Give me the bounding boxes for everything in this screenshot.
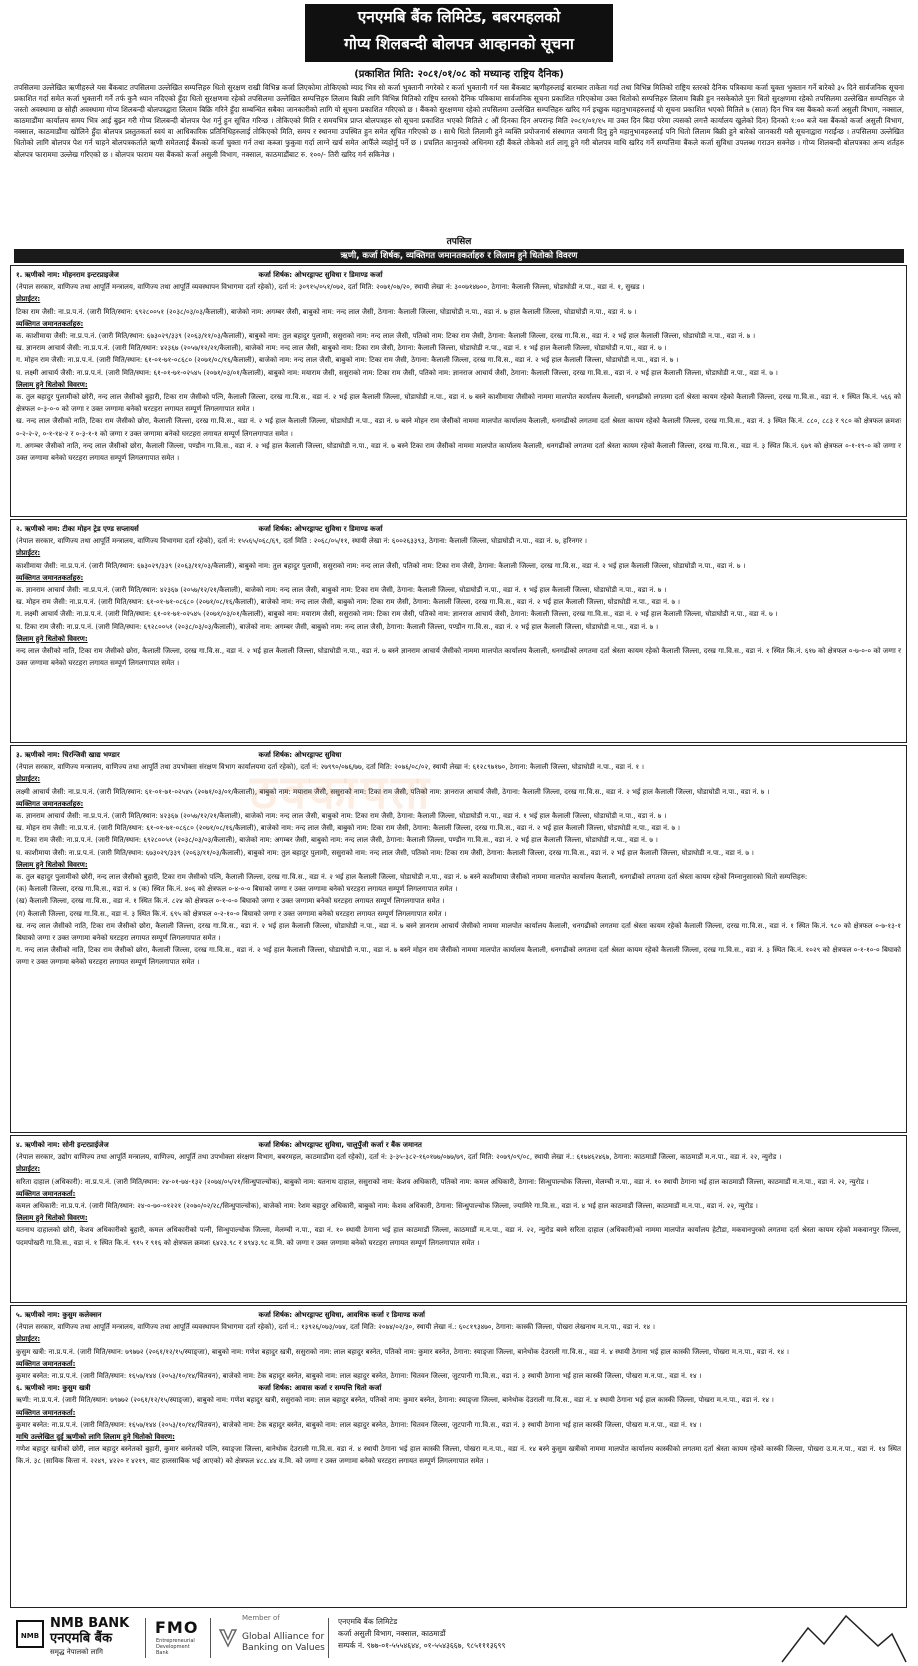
collateral-item: (ग) कैलाली जिल्ला, दरख गा.वि.स., वडा नं. ३ स्थित कि.नं. ६९५ को क्षेत्रफल ०-२-१०-० बिघाको जग्गा र उक्त जग्गामा बनेको घरटहरा लगायत सम्पूर्ण लिगलगापात समेत ।: [16, 909, 447, 918]
guarantor-item: ख. मोहन राम जैसी: ना.प्र.प.नं. (जारी मिति/स्थान: ६१-०१-७१-०८६८० (२०७१/०८/१६/कैलाली), बाजेको नाम: नन्द लाल जैसी, बाबुको नाम: टिका राम जैसी, ठेगाना: कैलाली जिल्ला, दरख गा.वि.स., वडा नं. २ भई हाल कैलाली जिल्ला, घोडाघोडी न.पा., वडा नं. ७ ।: [16, 824, 681, 833]
borrower-header: [16, 749, 901, 761]
collateral-item: यतनाथ दाहालको छोरी, केशव अधिकारीको बुहारी, कमल अधिकारीको पत्नी, सिन्धुपाल्चोक जिल्ला, मेलम्ची न.पा., वडा नं. १० स्थायी ठेगाना भई हाल काठमाडौं जिल्ला, काठमाडौं म.न.पा., वडा नं. २२, न्युरोड बस्ने सरिता दाहाल (अधिकारी)को नाममा मालपोत कार्यालय हेटौडा, मकवानपुरको लगतमा दर्ता श्रेस्ता कायम रहेको मकवानपुर जिल्ला, पदमपोखरी गा.वि.स., वडा नं. १ स्थित कि.नं. ९१५ र ९१६ को क्षेत्रफल क्रमशः ६४२३.९८ र ४९४३.९८ व.मि. को जग्गा र उक्त जग्गामा बनेको घरटहरा लगायत सम्पूर्ण लिगलगापात समेत ।: [16, 1226, 901, 1247]
registration: (नेपाल सरकार, वाणिज्य तथा आपूर्ति मन्त्रालय, वाणिज्य विभागमा दर्ता रहेको), दर्ता नं: १५५६५/०६८/६९, दर्ता मिति : २०६८/०५/११, स्थायी लेखा नं: ६००२६३३९३, ठेगाना: कैलाली जिल्ला, घोडाघोडी न.पा., वडा नं. ७, हरिनगर ।: [16, 537, 588, 546]
footer: [10, 1610, 907, 1664]
registration: (नेपाल सरकार, वाणिज्य मन्त्रालय, वाणिज्य तथा आपूर्ति तथा उपभोक्ता संरक्षण विभाग कार्यालयमा दर्ता रहेको), दर्ता नं: २७९९०/०७६/७७, दर्ता मिति: २०७६/०८/०२, स्थायी लेखा नं: ६१२८९७१७०, ठेगाना: कैलाली जिल्ला, घोडाघोडी न.पा., वडा नं. १ ।: [16, 763, 645, 772]
guarantor-item: क. ज्ञानराम आचार्य जैसी: ना.प्र.प.नं. (जारी मिति/स्थान: ४२३६७ (२०५७/१२/२१/कैलाली), बाजेको नाम: नन्द लाल जैसी, बाबुको नाम: टिका राम जैसी, ठेगाना: कैलाली जिल्ला, घोडाघोडी न.पा., वडा नं. १ भई हाल कैलाली जिल्ला, घोडाघोडी न.पा., वडा नं. ७ ।: [16, 812, 667, 821]
proprietor-label: प्रोप्राईटर:: [16, 549, 41, 558]
fmo-logo: FMO: [155, 1618, 199, 1637]
guarantor-label: व्यक्तिगत जमानतकर्ता:: [16, 1189, 76, 1198]
contact-info: [338, 1616, 505, 1652]
details-heading: तपसिल: [446, 237, 472, 247]
nmb-name-en: NMB BANK: [50, 1616, 130, 1631]
member-of-label: Member of: [242, 1614, 280, 1622]
intro-paragraph: तपसिलमा उल्लेखित ऋणीहरुले यस बैंकबाट तपसिलमा उल्लेखित सम्पत्तिहरु धितो सुरक्षण राखी विभिन्न कर्जा लिएकोमा तोकिएको म्याद भित्र सो कर्जा भुक्तानी नगरेको र कर्जा भुक्तानी गर्न यस बैंकबाट ऋणीहरुलाई बारम्बार ताकेता गर्दा तथा विभिन्न मितिको राष्ट्रिय स्तरको दैनिक पत्रिकामा कर्जा चुक्ता भुक्तान गर्ने बारेको ३५ दिने सार्वजनिक सूचना प्रकाशित गर्दा समेत कर्जा भुक्तानी गर्ने तर्फ कुनै ध्यान नदिएको हुँदा धितो सुरक्षणमा रहेको तपसिलमा उल्लेखित सम्पत्तिहरु लिलाम बिक्री लागि विभिन्न मितिको राष्ट्रिय स्तरको दैनिक पत्रिकामा सार्वजनिक सूचना प्रकाशित गरिएकोमा उक्त धितोको सम्पत्तिहरु लिलाम बिक्री हुन नसकेकोले पुनः धितो सुरक्षणमा रहेको तपसिलमा उल्लेखित सम्पत्तिहरु जे जस्तो अवस्थामा छ सोही अवस्थामा गोप्य शिलबन्दी बोलपत्रद्वारा लिलाम बिक्रि गरिने हुँदा सम्बन्धित सबैका जानकारीको लागि यो सूचना प्रकाशित गरिएको छ । बैंकको सुरक्षणमा रहेको तपसिलमा उल्लेखित सम्पत्तिहरु खरिद गर्न इच्छुक महानुभावहरुलाई यो सूचना प्रकाशित भएको मितिले ७ (सात) दिन भित्र यस बैंकको कर्जा असुली विभाग, नक्साल, काठमाडौंमा कार्यालय समय भित्र आई बुझ्न गरी गोप्य शिलबन्दी बोलपत्र पेश गर्नु हुन सूचित गरिन्छ । तोकिएको मिति र समयभित्र प्राप्त बोलपत्रहरु सो सूचना प्रकाशित भएको मितिले ८ औं दिनका दिन अपरान्ह मिति २०८१/०१/१५ मा उक्त दिन बिदा परेमा त्यसको लगत्तै कार्यालय खुलेको दिन) दिनको १:०० बजे यस बैंकको कर्जा असुली विभाग, नक्साल, काठमाडौंमा खोलिने हुँदा बोलपत्र प्रस्तुतकर्ता स्वयं वा आधिकारिक प्रतिनिधिहरुलाई तोकिएको मिति, समय र स्थानमा उपस्थित हुन समेत सूचित गरिएको छ । साथै धितो लिलामी हुने व्यक्ति प्रयोजनार्थ संस्थागत जमानी दिनु हुने महानुभावहरुलाई पनि धितो लिलाम बिक्री हुने बारेको जानकारी यसै सूचनाद्वारा गराईन्छ । तपसिलमा उल्लेखित धितोको लागि बोलपत्र पेश गर्न चाहने बोलपत्रकर्ताले ऋणी समेतलाई बैंकको कर्जा चुक्ता गर्न तथा कब्जा फुकुवा गर्दा लाग्ने खर्च समेत आफैँले व्यहोर्नु पर्ने छ । प्रचलित कानुनको अधिनमा रही बैंकले तोकेको शर्त लागू हुने गरी बोलपत्र माथि खरिद गर्ने सम्पत्तिमा बैंकले कर्जा सुविधा उपलब्ध गराउन सक्नेछ । गोप्य शिलबन्दी बोलपत्रका अन्य शर्तहरु बोलपत्र फाराममा उल्लेख गरिएको छ । बोलपत्र फाराम यस बैंकको कर्जा असुली विभाग, नक्साल, काठमाडौंबाट रु. १००/- तिरी खरिद गर्न सकिनेछ ।: [14, 83, 904, 159]
proprietor: टिका राम जैसी: ना.प्र.प.नं. (जारी मिति/स्थान: ६९२८००५१ (२०३८/०३/०३/कैलाली), बाजेको नाम: अगम्बर जैसी, बाबुको नाम: नन्द लाल जैसी, ठेगाना: कैलाली जिल्ला, घोडाघोडी न.पा., वडा नं. ७ हाल कैलाली जिल्ला, घोडाघोडी न.पा., वडा नं. ७ ।: [16, 307, 637, 316]
guarantor-item: घ. टिका राम जैसी: ना.प्र.प.नं. (जारी मिति/स्थान: ६९२८००५१ (२०३८/०३/०३/कैलाली), बाजेको नाम: अगम्बर जैसी, बाबुको नाम: नन्द लाल जैसी, ठेगाना: कैलाली जिल्ला, पण्डौन गा.वि.स., वडा नं. २ भई हाल कैलाली जिल्ला, घोडाघोडी न.पा., वडा नं. ७ ।: [16, 622, 659, 631]
loan-title: कर्जा शिर्षक: ओभरड्राफ्ट सुविधा, आवधिक कर्जा र डिमाण्ड कर्जा: [258, 1311, 425, 1319]
borrower-name: १. ऋणीको नाम: मोहनराम इन्टरप्राइजेज: [16, 271, 119, 279]
loan-title: कर्जा शिर्षक: ओभरड्राफ्ट सुविधा र डिमाण्ड कर्जा: [258, 271, 383, 279]
borrower-name: ५. ऋणीको नाम: कुसुम कलेक्सन: [16, 1311, 102, 1319]
proprietor: लक्ष्मी आचार्य जैसी: ना.प्र.प.नं. (जारी मिति/स्थान: ६१-०१-७१-०२५४५ (२०७१/०३/०१/कैलाली), बाबुको नाम: मयाराम जैसी, ससुराको नाम: टिका राम जैसी, पतिको नाम: ज्ञानराज आचार्य जैसी, ठेगाना: कैलाली जिल्ला, दरख गा.वि.स., वडा नं. २ भई हाल कैलाली जिल्ला, घोडाघोडी न.पा., वडा नं. ७ ।: [16, 787, 770, 796]
title-banner: [305, 4, 613, 62]
registration: (नेपाल सरकार, वाणिज्य तथा आपूर्ति मन्त्रालय, वाणिज्य तथा आपूर्ति व्यवस्थापन विभागमा दर्ता रहेको), दर्ता नं: ३०९१५/०५१/०७२, दर्ता मिति: २०७१/०७/२०, स्थायी लेखा नं: ३००७१४७००, ठेगाना: कैलाली जिल्ला, घोडाघोडी न.पा., वडा नं. १, सुखड ।: [16, 283, 645, 292]
guarantor-label: व्यक्तिगत जमानतकर्ताहरु:: [16, 319, 84, 328]
nmb-logo-icon: NMB: [16, 1620, 44, 1648]
guarantor-item: ग. टिका राम जैसी: ना.प्र.प.नं. (जारी मिति/स्थान: ६९२८००५१ (२०३८/०३/०३/कैलाली), बाजेको नाम: अगम्बर जैसी, बाबुको नाम: नन्द लाल जैसी, ठेगाना: कैलाली जिल्ला, पण्डौन गा.वि.स., वडा नं. २ भई हाल कैलाली जिल्ला, घोडाघोडी न.पा., वडा नं. ७ ।: [16, 836, 658, 845]
borrower-block: [10, 265, 907, 517]
title-line-1: एनएमबि बैंक लिमिटेड, बबरमहलको: [357, 8, 561, 26]
collateral-item: गणेश बहादुर खत्रीको छोरी, लाल बहादुर बस्नेतको बुहारी, कुमार बस्नेतको पत्नि, स्याङ्जा जिल्ला, बानेथोक देउराली गा.वि.स. वडा नं. ४ स्थायी ठेगाना भई हाल कास्की जिल्ला, पोखरा म.न.पा., वडा नं. १४ बस्ने कुसुम खत्रीको नाममा मालपोत कार्यालय कास्कीको लगतमा दर्ता श्रेस्ता कायम रहेको कास्की जिल्ला, पोखरा उ.म.न.पा., वडा नं. १४ स्थित कि.नं. ३८ (साविक कित्ता नं. २२४९, ४२२० र ४२१९, वाट हालसाबिक भई आएको) को क्षेत्रफल ४८८.४४ व.मि. को जग्गा र उक्त जग्गामा बनेको घरटहरा लगायत सम्पूर्ण लिगलगापात समेत ।: [16, 1445, 901, 1466]
proprietor: काशीमाया जैसी: ना.प्र.प.नं. (जारी मिति/स्थान: ६७३०२९/३३९ (२०६३/११/०३/कैलाली), बाबुको नाम: तुल बहादुर पुलामी, ससुराको नाम: नन्द लाल जैसी, पतिको नाम: टिका राम जैसी, ठेगाना: कैलाली जिल्ला, दरख गा.वि.स., वडा नं. २ भई हाल कैलाली जिल्ला, घोडाघोडी न.पा., वडा नं. ७ ।: [16, 561, 746, 570]
borrower-name: ४. ऋणीको नाम: सोनी इन्टरप्राईजेज: [16, 1141, 109, 1149]
registration: (नेपाल सरकार, उद्योग वाणिज्य तथा आपूर्ति मन्त्रालय, वाणिज्य, आपूर्ति तथा उपभोक्ता संरक्षण विभाग, बबरमहल, काठमाडौंमा दर्ता रहेको), दर्ता नं: ३-३५-३८२-१६०१७७/०७७/७९, दर्ता मिति: २०७९/०९/०८, स्थायी लेखा नं.: ६१७४६२४६७, ठेगाना: काठमाडौं जिल्ला, काठमाडौं म.न.पा., वडा नं. २२, न्युरोड ।: [16, 1153, 782, 1162]
guarantor-item: कमल अधिकारी: ना.प्र.प.नं. (जारी मिति/स्थान: २४-०-७०-०१२२१ (२०७०/०२/२८/सिन्धुपाल्चोक), बाजेको नाम: रेशम बहादुर अधिकारी, बाबुको नाम: केशव अधिकारी, ठेगाना: सिन्धुपाल्चोक जिल्ला, ज्यामिरे गा.वि.स., वडा नं. ४ भई हाल काठमाडौं जिल्ला, काठमाडौं म.न.पा., वडा नं. २२, न्युरोड ।: [16, 1202, 758, 1211]
borrower-name: ३. ऋणीको नाम: चिरन्जिवी खाद्य भण्डार: [16, 751, 120, 759]
collateral-item: ग. अगम्बर जैसीको नाति, नन्द लाल जैसीको छोरा, कैलाली जिल्ला, पण्डौन गा.वि.स., वडा नं. २ भई हाल कैलाली जिल्ला, घोडाघोडी न.पा., वडा नं. ७ बस्ने टिका राम जैसीको नाममा मालपोत कार्यालय कैलाली, धनगढीको लगतमा दर्ता श्रेस्ता कायम रहेको कैलाली जिल्ला, दरख गा.वि.स., वडा नं. ३ स्थित कि.नं. ६७९ को क्षेत्रफल ०-१-१९-० को जग्गा र उक्त जग्गामा बनेको घरटहरा लगायत सम्पूर्ण लिगलगापात समेत ।: [16, 441, 901, 463]
loan-title: कर्जा शिर्षक: ओभरड्राफ्ट सुविधा र डिमाण्ड कर्जा: [258, 525, 383, 533]
proprietor-label: प्रोप्राईटर:: [16, 295, 41, 304]
collateral-item: ग. नन्द लाल जैसीको नाति, टिका राम जैसीको छोरा, कैलाली जिल्ला, दरख गा.वि.स., वडा नं. २ भई हाल कैलाली जिल्ला, घोडाघोडी न.पा., वडा नं. ७ बस्ने मोहन राम जैसीको नाममा मालपोत कार्यालय कैलाली, धनगढीको लगतमा दर्ता श्रेस्ता कायम रहेको कैलाली जिल्ला, दरख गा.वि.स., वडा नं. ३ स्थित कि.नं. १०२९ को क्षेत्रफल ०-१-१०-० बिघाको जग्गा र उक्त जग्गामा बनेको घरटहरा लगायत सम्पूर्ण लिगलगापात समेत ।: [16, 946, 901, 967]
guarantor-item: घ. लक्ष्मी आचार्य जैसी: ना.प्र.प.नं. (जारी मिति/स्थान: ६१-०१-७१-०२५४५ (२०७१/०३/०१/कैलाली), बाबुको नाम: मयाराम जैसी, ससुराको नाम: टिका राम जैसी, पतिको नाम: ज्ञानराज आचार्य जैसी, ठेगाना: कैलाली जिल्ला, दरख गा.वि.स., वडा नं. २ भई हाल कैलाली जिल्ला, घोडाघोडी न.पा., वडा नं. ७ ।: [16, 368, 778, 377]
collateral-item: ख. नन्द लाल जैसीको नाति, टिका राम जैसीको छोरा, कैलाली जिल्ला, दरख गा.वि.स., वडा नं. २ भई हाल कैलाली जिल्ला, घोडाघोडी न.पा., वडा नं. ७ बस्ने ज्ञानराम आचार्य जैसीको नाममा मालपोत कार्यालय कैलाली, धनगढीको लगतमा दर्ता श्रेस्ता कायम रहेको कैलाली जिल्ला, दरख गा.वि.स., वडा नं. १ स्थित कि.नं. ९८० को क्षेत्रफल ०-७-१३-१ बिघाको जग्गा र उक्त जग्गामा बनेको घरटहरा लगायत सम्पूर्ण लिगलगापात समेत ।: [16, 921, 901, 943]
nmb-slogan: समृद्ध नेपालको लागि: [50, 1648, 103, 1656]
guarantor-item: घ. काशीमाया जैसी: ना.प्र.प.नं. (जारी मिति/स्थान: ६७३०२९/३३९ (२०६३/११/०३/कैलाली), बाबुको नाम: तुल बहादुर पुलामी, ससुराको नाम: नन्द लाल जैसी, पतिको नाम: टिका राम जैसी, ठेगाना: कैलाली जिल्ला, दरख गा.वि.स., वडा नं. २ भई हाल कैलाली जिल्ला, घोडाघोडी न.पा., वडा नं. ७ ।: [16, 848, 754, 857]
collateral-item: नन्द लाल जैसीको नाति, टिका राम जैसीको छोरा, कैलाली जिल्ला, दरख गा.वि.स., वडा नं. २ भई हाल कैलाली जिल्ला, घोडाघोडी न.पा., वडा नं. ७ बस्ने ज्ञानराम आचार्य जैसीको नाममा मालपोत कार्यालय कैलाली, धनगढीको लगतमा दर्ता श्रेस्ता कायम रहेको कैलाली जिल्ला, दरख गा.वि.स., वडा नं. १ स्थित कि.नं. ६१७ को क्षेत्रफल ०-७-०-० को जग्गा र उक्त जग्गामा बनेको घरटहरा लगायत सम्पूर्ण लिगलगापात समेत ।: [16, 647, 901, 668]
borrower-header: [16, 1309, 901, 1321]
loan-title: कर्जा शिर्षक: आवास कर्जा र सम्पत्ति धितो कर्जा: [258, 1384, 382, 1393]
proprietor-label: प्रोप्राईटर:: [16, 775, 41, 784]
ga-line-1: Global Alliance for: [242, 1632, 325, 1642]
fmo-subtitle: Entrepreneurial Development Bank: [156, 1638, 195, 1656]
guarantor-item: ख. ज्ञानराम आचार्य जैसी: ना.प्र.प.नं. (जारी मिति/स्थान: ४२३६७ (२०५७/१२/२१/कैलाली), बाजेको नाम: नन्द लाल जैसी, बाबुको नाम: टिका राम जैसी, ठेगाना: कैलाली जिल्ला, घोडाघोडी न.पा., वडा नं. १ भई हाल कैलाली जिल्ला, घोडाघोडी न.पा., वडा नं. ७ ।: [16, 344, 667, 353]
collateral-label: लिलाम हुने धितोको विवरण:: [16, 1214, 88, 1223]
contact-phone: सम्पर्क नं. ९७७-०१-५५५४६४४, ०१-५५४३६६७, ९८५१११३६९९: [338, 1641, 506, 1650]
collateral-label: लिलाम हुने धितोको विवरण:: [16, 634, 88, 643]
collateral-item: (क) कैलाली जिल्ला, दरख गा.वि.स., वडा नं. ४ (क) स्थित कि.नं. ४०६ को क्षेत्रफल ०-४-०-० बिघाको जग्गा र उक्त जग्गामा बनेको घरटहरा लगायत सम्पूर्ण लिगलगापात समेत ।: [16, 885, 458, 894]
global-alliance-icon: [218, 1626, 238, 1648]
proprietor: सरिता दाहाल (अधिकारी): ना.प्र.प.नं. (जारी मिति/स्थान: २४-०१-७४-१३२ (२०७४/०५/२१/सिन्धुपाल्चोक), बाबुको नाम: यतनाथ दाहाल, ससुराको नाम: केशव अधिकारी, पतिको नाम: कमल अधिकारी, ठेगाना: सिन्धुपाल्चोक जिल्ला, मेलम्ची न.पा., वडा नं. १० स्थायी ठेगाना भई हाल काठमाडौं जिल्ला, काठमाडौं म.न.पा., वडा नं. २२, न्युरोड ।: [16, 1177, 869, 1186]
proprietor: कुसुम खत्री: ना.प्र.प.नं. (जारी मिति/स्थान: ७९७७२ (२०६१/१२/१५/स्याङ्जा), बाबुको नाम: गणेश बहादुर खत्री, ससुराको नाम: लाल बहादुर बस्नेत, पतिको नाम: कुमार बस्नेत, ठेगाना: स्याङ्जा जिल्ला, बानेथोक देउराली गा.वि.स., वडा नं. ४ स्थायी ठेगाना भई हाल कास्की जिल्ला, पोखरा म.न.पा., वडा नं. १४ ।: [16, 1347, 789, 1356]
publication-date: (प्रकाशित मिति: २०८१/०१/०८ को मध्यान्ह राष्ट्रिय दैनिक): [354, 69, 564, 80]
borrower-name: २. ऋणीको नाम: टीका मोहन ट्रेड एण्ड सप्लायर्स: [16, 525, 139, 533]
collateral-item: क. तुल बहादुर पुलामीको छोरी, नन्द लाल जैसीको बुहारी, टिका राम जैसीको पत्नि, कैलाली जिल्ला, दरख गा.वि.स., वडा नं. २ भई हाल कैलाली जिल्ला, घोडाघोडी न.पा., वडा नं. ७ बस्ने काशीमाया जैसीको नाममा मालपोत कार्यालय कैलाली, धनगढीको लगतमा दर्ता श्रेस्ता कायम रहेको कैलाली जिल्ला, दरख गा.वि.स., वडा नं. १ स्थित कि.नं. ५६६ को क्षेत्रफल ०-३-०-० को जग्गा र उक्त जग्गामा बनेको घरटहरा लगायत सम्पूर्ण लिगलगापात समेत ।: [16, 393, 901, 414]
collateral-label: लिलाम हुने धितोको विवरण:: [16, 860, 88, 869]
nmb-brand: [50, 1616, 129, 1646]
borrower-header: [16, 1382, 901, 1394]
collateral-item: (ख) कैलाली जिल्ला, दरख गा.वि.स., वडा नं. १ स्थित कि.नं. ८२४ को क्षेत्रफल ०-१-०-० बिघाको जग्गा र उक्त जग्गामा बनेको घरटहरा लगायत सम्पूर्ण लिगलगापात समेत ।: [16, 897, 445, 906]
guarantor-item: क. ज्ञानराम आचार्य जैसी: ना.प्र.प.नं. (जारी मिति/स्थान: ४२३६७ (२०५७/१२/२१/कैलाली), बाजेको नाम: नन्द लाल जैसी, बाबुको नाम: टिका राम जैसी, ठेगाना: कैलाली जिल्ला, घोडाघोडी न.पा., वडा नं. १ भई हाल कैलाली जिल्ला, घोडाघोडी न.पा., वडा नं. ७ ।: [16, 586, 667, 595]
guarantor-item: कुमार बस्नेत: ना.प्र.प.नं. (जारी मिति/स्थान: १६५७/१४४ (२०५३/१०/१४/चितवन), बाजेको नाम: टेक बहादुर बस्नेत, बाबुको नाम: लाल बहादुर बस्नेत, ठेगाना: चितवन जिल्ला, जुटपानी गा.वि.स., वडा नं. ३ स्थायी ठेगाना भई हाल कास्की जिल्ला, पोखरा म.न.पा., वडा नं. १४ ।: [16, 1420, 702, 1429]
global-alliance-text: [242, 1632, 325, 1654]
divider: [210, 1618, 211, 1658]
proprietor: ऋणी: ना.प्र.प.नं. (जारी मिति/स्थान: ७९७७२ (२०६१/१२/१५/स्याङ्जा), बाबुको नाम: गणेश बहादुर खत्री, ससुराको नाम: लाल बहादुर बस्नेत, पतिको नाम: कुमार बस्नेत, ठेगाना: स्याङ्जा जिल्ला, बानेथोक देउराली गा.वि.स., वडा नं. ४ स्थायी ठेगाना भई हाल कास्की जिल्ला, पोखरा म.न.पा., वडा नं. १४ ।: [16, 1396, 774, 1405]
collateral-item: ख. नन्द लाल जैसीको नाति, टिका राम जैसीको छोरा, कैलाली जिल्ला, दरख गा.वि.स., वडा नं. २ भई हाल कैलाली जिल्ला, घोडाघोडी न.पा., वडा नं. ७ बस्ने मोहन राम जैसीको नाममा मालपोत कार्यालय कैलाली, धनगढीको लगतमा दर्ता श्रेस्ता कायम रहेको कैलाली जिल्ला, दरख गा.वि.स., वडा नं. ३ स्थित कि.नं. ८८०, ८८३ र ९८० को क्षेत्रफल क्रमशः ०-२-२-२, ०-१-१४-२ र ०-३-१-१ को जग्गा र उक्त जग्गामा बनेको घरटहरा लगायत सम्पूर्ण लिगलगापात समेत ।: [16, 417, 901, 438]
guarantor-item: ख. मोहन राम जैसी: ना.प्र.प.नं. (जारी मिति/स्थान: ६१-०१-७१-०८६८० (२०७१/०८/१६/कैलाली), बाजेको नाम: नन्द लाल जैसी, बाबुको नाम: टिका राम जैसी, ठेगाना: कैलाली जिल्ला, दरख गा.वि.स., वडा नं. २ भई हाल कैलाली जिल्ला, घोडाघोडी न.पा., वडा नं. ७ ।: [16, 598, 681, 607]
guarantor-label: व्यक्तिगत जमानतकर्ता:: [16, 1408, 76, 1417]
mountain-icon: [780, 1610, 907, 1664]
borrower-header: [16, 523, 901, 535]
collateral-item: क. तुल बहादुर पुलामीको छोरी, नन्द लाल जैसीको बुहारी, टिका राम जैसीको पत्नि, कैलाली जिल्ला, दरख गा.वि.स., वडा नं. २ भई हाल कैलाली जिल्ला, घोडाघोडी न.पा., वडा नं. ७ बस्ने काशीमाया जैसीको नाममा मालपोत कार्यालय कैलाली, धनगढीको लगतमा दर्ता श्रेस्ता कायम रहेको निम्नानुसारको धितो सम्पत्तिहरु:: [16, 873, 808, 882]
guarantor-item: ग. मोहन राम जैसी: ना.प्र.प.नं. (जारी मिति/स्थान: ६१-०१-७१-०८६८० (२०७१/०८/१६/कैलाली), बाजेको नाम: नन्द लाल जैसी, बाबुको नाम: टिका राम जैसी, ठेगाना: कैलाली जिल्ला, दरख गा.वि.स., वडा नं. २ भई हाल कैलाली जिल्ला, घोडाघोडी न.पा., वडा नं. ७ ।: [16, 356, 679, 365]
borrower-block: [10, 1135, 907, 1303]
divider: [145, 1618, 146, 1658]
guarantor-item: ग. लक्ष्मी आचार्य जैसी: ना.प्र.प.नं. (जारी मिति/स्थान: ६१-०१-७१-०२५४५ (२०७१/०३/०१/कैलाली), बाबुको नाम: मयाराम जैसी, ससुराको नाम: टिका राम जैसी, पतिको नाम: ज्ञानराज आचार्य जैसी, ठेगाना: कैलाली जिल्ला, दरख गा.वि.स., वडा नं. २ भई हाल कैलाली जिल्ला, घोडाघोडी न.पा., वडा नं. ७ ।: [16, 610, 778, 619]
borrower-block: [10, 519, 907, 743]
registration: (नेपाल सरकार, वाणिज्य तथा आपूर्ति मन्त्रालय, वाणिज्य तथा आपूर्ति व्यवस्थापन विभागमा दर्ता रहेको), दर्ता नं.: १३९२६/०७३/०७४, दर्ता मिति: २०७४/०२/३०, स्थायी लेखा नं.: ६०८१९३४७०, ठेगाना: कास्की जिल्ला, पोखरा लेखनाथ म.न.पा., वडा नं. १४ ।: [16, 1323, 656, 1332]
contact-bank: एनएमबि बैंक लिमिटेड: [338, 1617, 398, 1626]
borrower-name: ६. ऋणीको नाम: कुसुम खत्री: [16, 1384, 91, 1393]
borrower-header: [16, 1139, 901, 1151]
guarantor-item: क. काशीमाया जैसी: ना.प्र.प.नं. (जारी मिति/स्थान: ६७३०२९/३३९ (२०६३/११/०३/कैलाली), बाबुको नाम: तुल बहादुर पुलामी, ससुराको नाम: नन्द लाल जैसी, पतिको नाम: टिका राम जैसी, ठेगाना: कैलाली जिल्ला, दरख गा.वि.स., वडा नं. २ भई हाल कैलाली जिल्ला, घोडाघोडी न.पा., वडा नं. ७ ।: [16, 332, 756, 341]
borrower-block: [10, 745, 907, 1133]
nmb-name-np: एनएमबि बैंक: [50, 1631, 113, 1646]
collateral-label: लिलाम हुने धितोको विवरण:: [16, 380, 88, 389]
borrower-header: [16, 269, 901, 281]
guarantor-item: कुमार बस्नेत: ना.प्र.प.नं. (जारी मिति/स्थान: १६५७/१४४ (२०५३/१०/१४/चितवन), बाजेको नाम: टेक बहादुर बस्नेत, बाबुको नाम: लाल बहादुर बस्नेत, ठेगाना: चितवन जिल्ला, जुटपानी गा.वि.स., वडा नं. ३ स्थायी ठेगाना भई हाल कास्की जिल्ला, पोखरा म.न.पा., वडा नं. १४ ।: [16, 1372, 702, 1381]
guarantor-label: व्यक्तिगत जमानतकर्ताहरु:: [16, 573, 84, 582]
proprietor-label: प्रोप्राईटर:: [16, 1165, 41, 1174]
collateral-label: माथि उल्लेखित दुई ऋणीको लागि लिलाम हुने धितोको विवरण:: [16, 1433, 175, 1442]
guarantor-label: व्यक्तिगत जमानतकर्ता:: [16, 1359, 76, 1368]
loan-title: कर्जा शिर्षक: ओभरड्राफ्ट सुविधा: [258, 751, 342, 759]
loan-title: कर्जा शिर्षक: ओभरड्राफ्ट सुविधा, चालुपुँजी कर्जा र बैंक जमानत: [258, 1141, 422, 1149]
proprietor-label: प्रोप्राईटर:: [16, 1335, 41, 1344]
watermark: ठक्कापता: [250, 765, 434, 819]
ga-line-2: Banking on Values: [242, 1643, 325, 1653]
divider: [328, 1618, 329, 1658]
guarantor-label: व्यक्तिगत जमानतकर्ताहरु:: [16, 799, 84, 808]
title-line-2: गोप्य शिलबन्दी बोलपत्र आव्हानको सूचना: [344, 35, 574, 53]
table-banner: ऋणी, कर्जा शिर्षक, व्यक्तिगत जमानतकर्ताहरु र लिलाम हुने धितोको विवरण: [14, 249, 904, 263]
borrower-block: [10, 1305, 907, 1608]
contact-dept: कर्जा असुली विभाग, नक्साल, काठमाडौं: [338, 1629, 446, 1638]
